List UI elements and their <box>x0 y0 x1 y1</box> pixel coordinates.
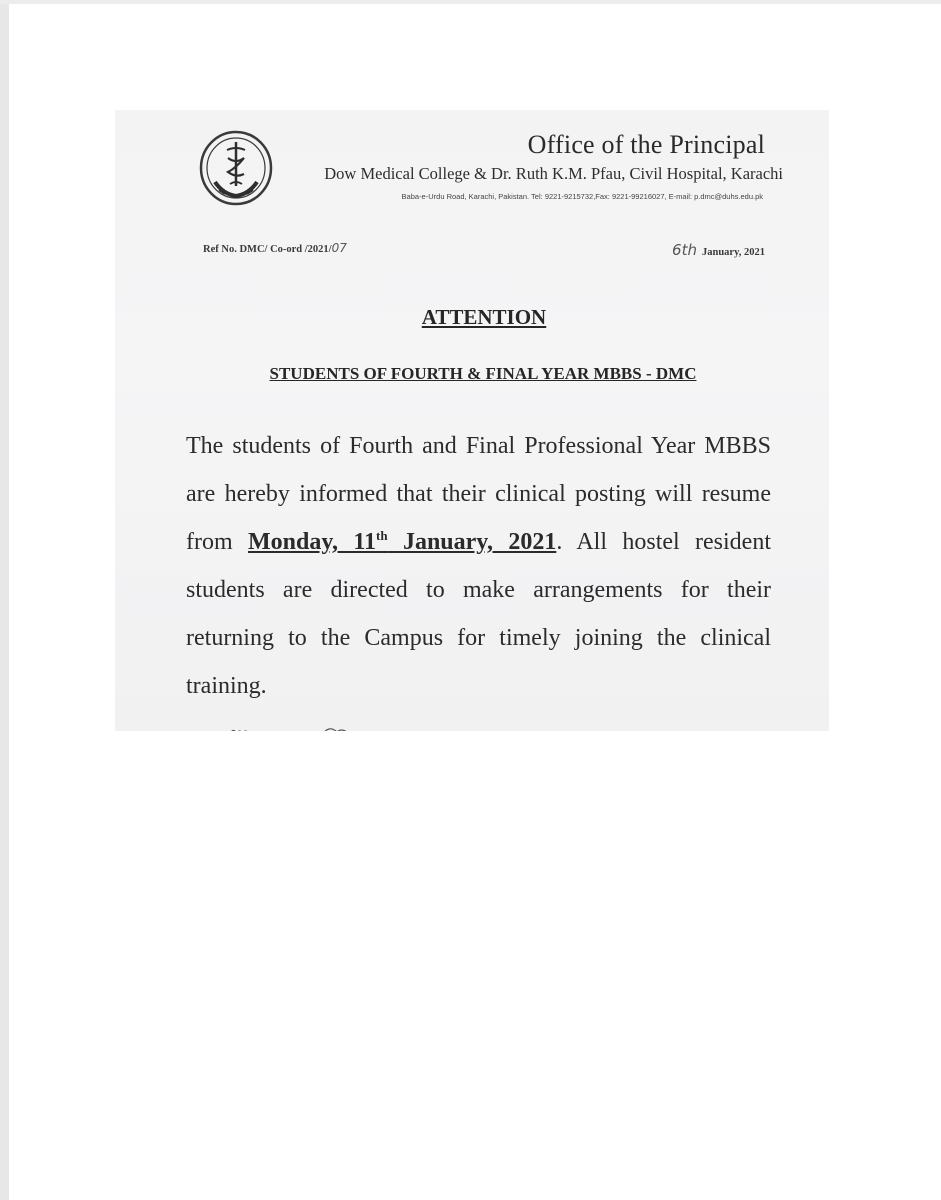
students-subheading: STUDENTS OF FOURTH & FINAL YEAR MBBS - DMC <box>269 364 697 383</box>
notice-document <box>115 110 829 731</box>
reference-printed: Ref No. DMC/ Co-ord /2021/ <box>203 244 332 255</box>
date-printed: January, 2021 <box>701 247 765 258</box>
page-left-border <box>0 0 9 1200</box>
resume-day-suffix: th <box>376 528 388 543</box>
signature-scribble-icon <box>225 714 365 731</box>
notice-body <box>186 422 771 710</box>
reference-handwritten: 07 <box>331 241 347 255</box>
body-intro: The students of Fourth and Final Professional Year MBBS are hereby informed that their clinical posting will resume from <box>186 433 771 555</box>
resume-day: Monday, 11 <box>248 529 377 555</box>
resume-month-year: January, 2021 <box>387 529 557 555</box>
date-handwritten-day: 6th <box>672 241 697 259</box>
page-top-border <box>0 0 941 4</box>
body-instructions: . All hostel resident students are directed to make arrangements for their returning to the Campus for timely joining the clinical training. <box>186 529 771 699</box>
issue-date <box>115 241 765 259</box>
office-title: Office of the Principal <box>527 130 765 159</box>
college-name: Dow Medical College & Dr. Ruth K.M. Pfau, Civil Hospital, Karachi <box>324 164 783 183</box>
attention-heading: ATTENTION <box>421 305 547 329</box>
resume-date-highlight <box>248 529 556 555</box>
contact-address: Baba-e-Urdu Road, Karachi, Pakistan. Tel: 9221-9215732,Fax: 9221-99216027, E-mail: p.dmc@duhs.edu.pk <box>401 192 763 201</box>
